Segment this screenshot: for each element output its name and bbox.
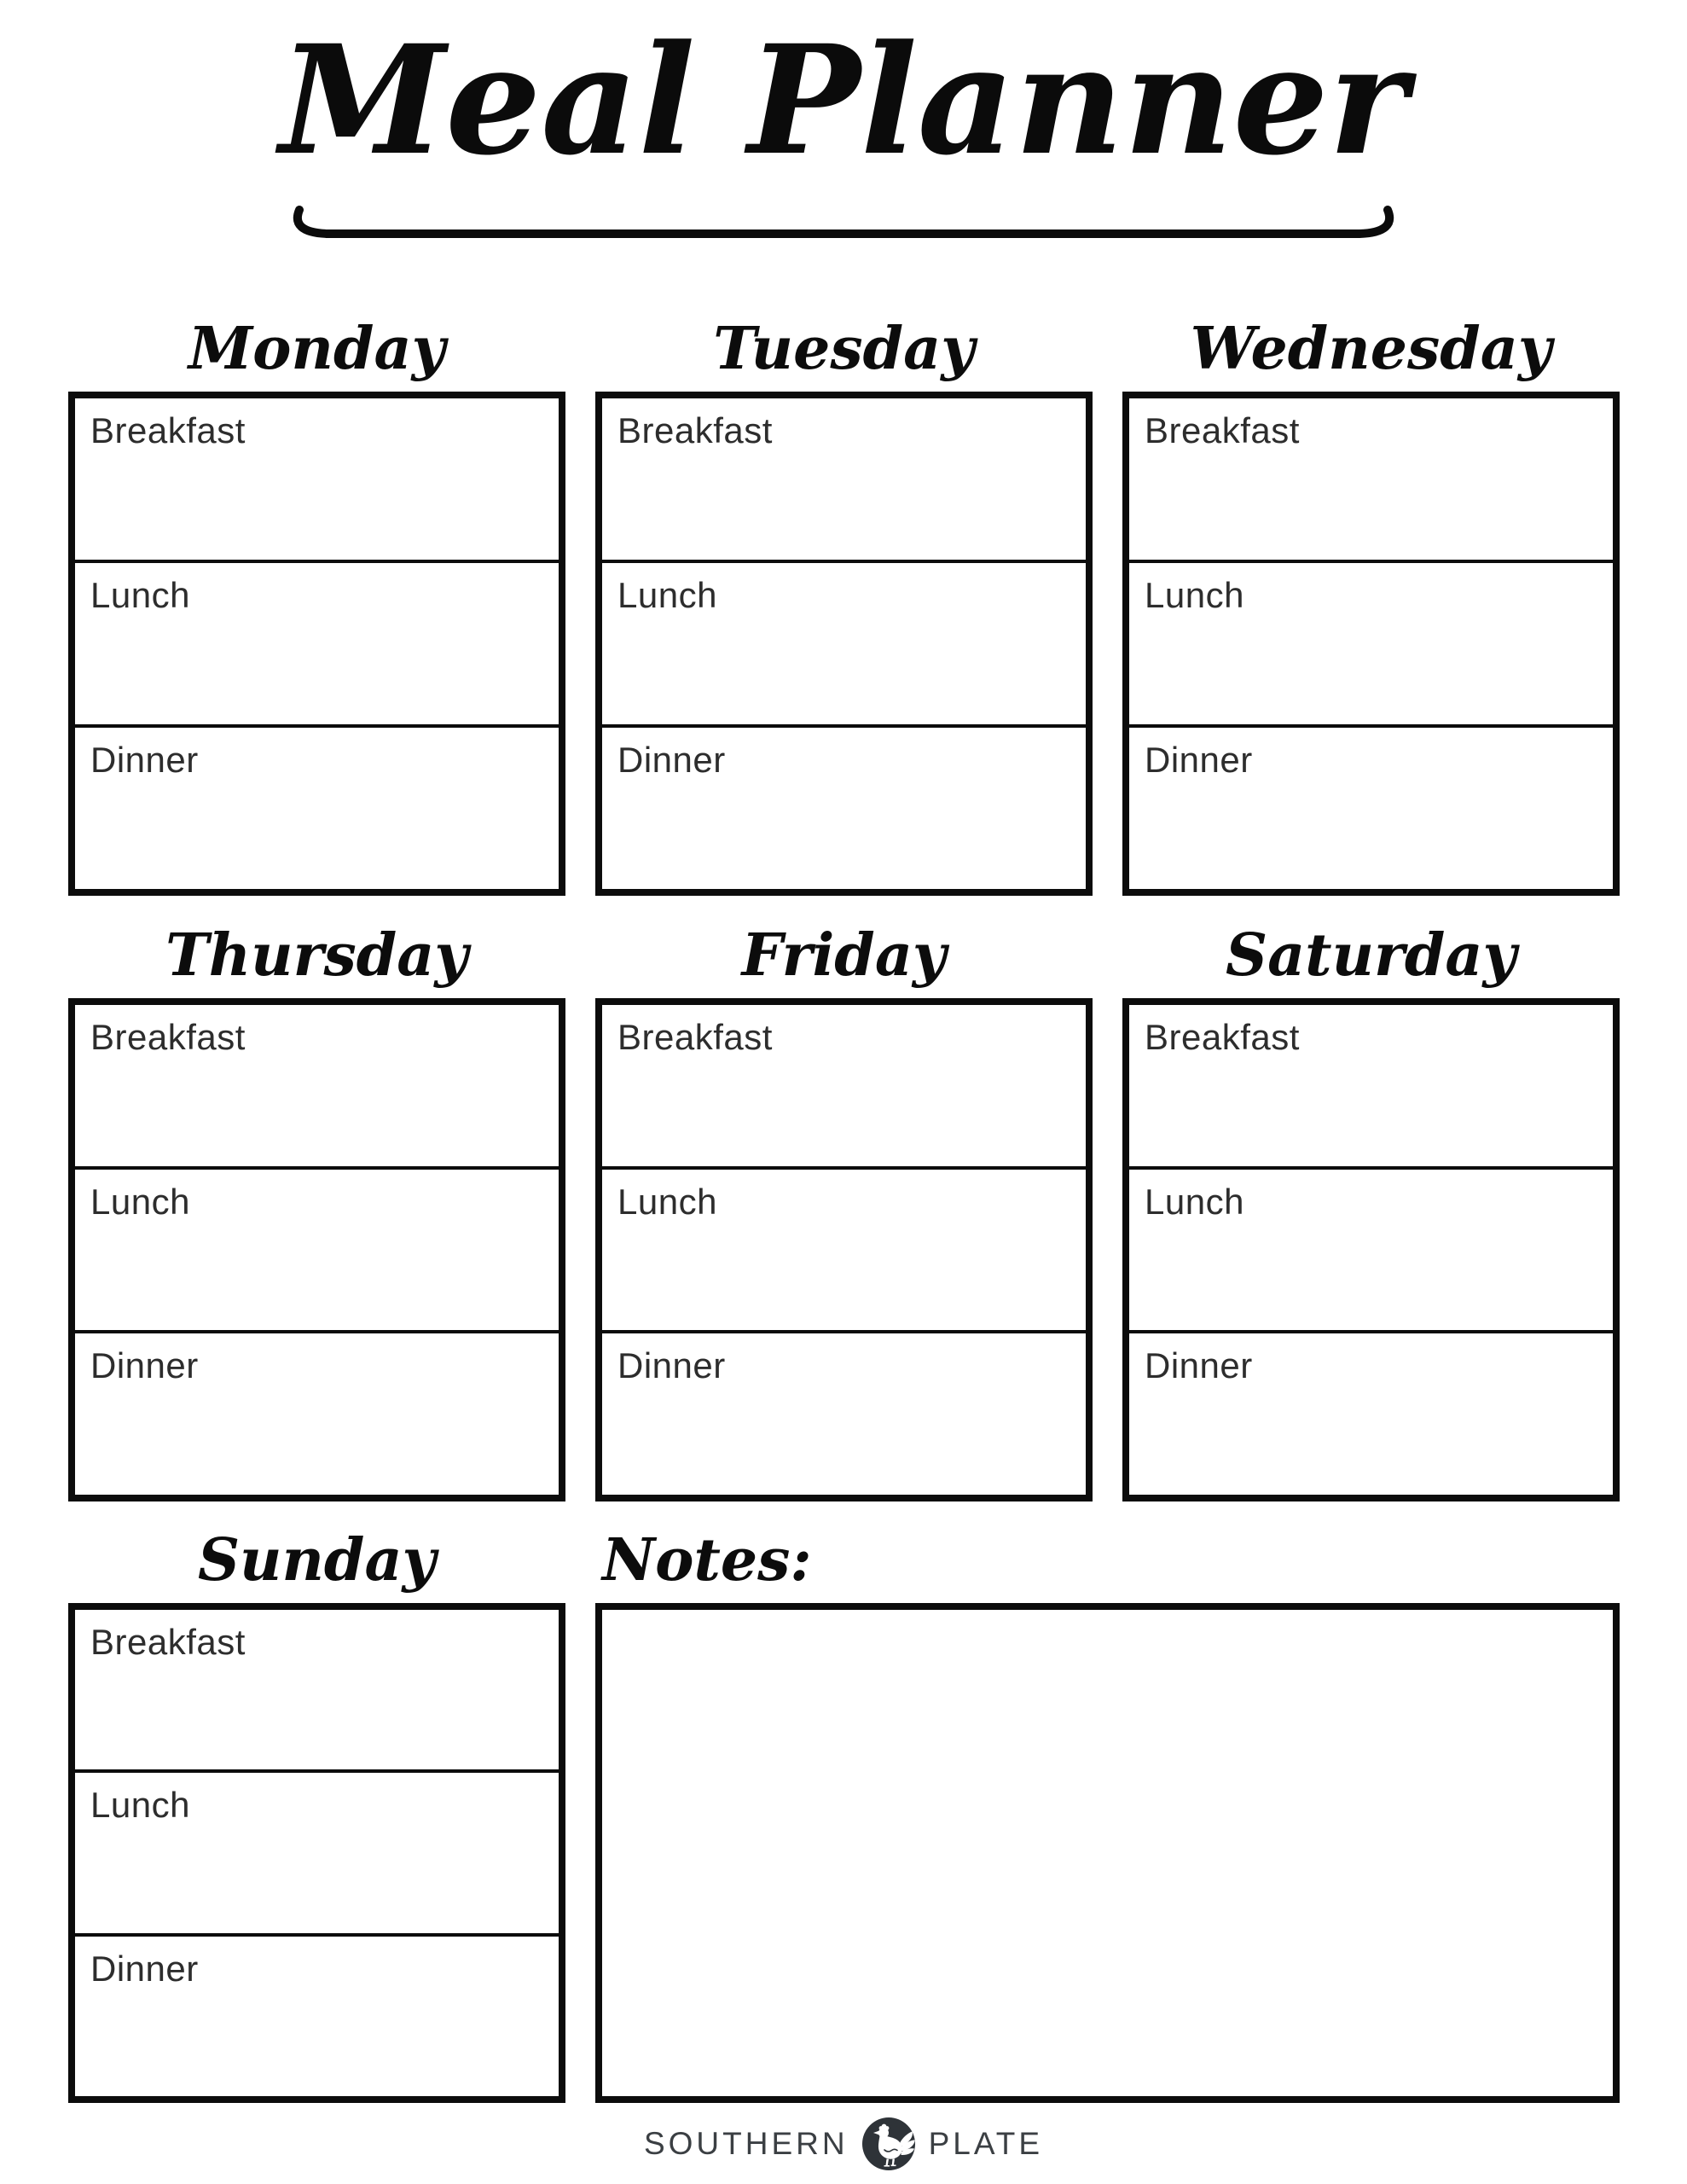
day-column-sunday [68,1502,565,2103]
title-underline-swoosh [289,203,1398,246]
day-header-thursday: Thursday [165,921,468,990]
brand-text-southern: SOUTHERN [643,2125,849,2161]
meal-slot-monday-breakfast[interactable] [75,398,559,560]
notes-header: Notes: [602,1526,812,1594]
day-card-wednesday [1122,392,1620,896]
meal-slot-sunday-breakfast[interactable] [75,1610,559,1769]
title-section [0,0,1687,264]
meal-label-dinner: Dinner [90,1345,199,1386]
meal-label-lunch: Lunch [1145,1181,1244,1222]
meal-slot-sunday-lunch[interactable] [75,1769,559,1932]
meal-label-lunch: Lunch [90,1181,190,1222]
day-card-tuesday [595,392,1093,896]
notes-area[interactable] [595,1603,1620,2103]
day-header-saturday: Saturday [1226,921,1516,990]
brand-text-plate: PLATE [928,2125,1044,2161]
week-row-2 [0,896,1687,1502]
meal-label-breakfast: Breakfast [1145,410,1300,450]
meal-label-dinner: Dinner [90,740,199,780]
meal-slot-wednesday-lunch[interactable] [1129,560,1613,724]
meal-label-dinner: Dinner [617,1345,726,1386]
meal-slot-monday-dinner[interactable] [75,724,559,889]
day-column-friday [595,896,1093,1502]
meal-label-lunch: Lunch [617,1181,717,1222]
day-header-friday: Friday [741,921,947,990]
meal-label-lunch: Lunch [90,1785,190,1826]
meal-slot-friday-dinner[interactable] [602,1330,1086,1495]
meal-slot-saturday-dinner[interactable] [1129,1330,1613,1495]
meal-slot-wednesday-breakfast[interactable] [1129,398,1613,560]
notes-column [595,1502,1620,2103]
meal-slot-saturday-breakfast[interactable] [1129,1005,1613,1166]
meal-label-breakfast: Breakfast [90,1622,246,1662]
meal-slot-sunday-dinner[interactable] [75,1933,559,2096]
day-column-monday [68,264,565,896]
meal-label-breakfast: Breakfast [90,410,246,450]
day-card-thursday [68,998,565,1502]
day-card-monday [68,392,565,896]
day-column-wednesday [1122,264,1620,896]
meal-slot-tuesday-dinner[interactable] [602,724,1086,889]
meal-slot-saturday-lunch[interactable] [1129,1166,1613,1331]
meal-slot-thursday-breakfast[interactable] [75,1005,559,1166]
meal-slot-monday-lunch[interactable] [75,560,559,724]
meal-label-lunch: Lunch [90,575,190,615]
page-title: Meal Planner [279,12,1408,189]
day-card-sunday [68,1603,565,2103]
meal-label-dinner: Dinner [617,740,726,780]
day-header-tuesday: Tuesday [713,315,975,383]
meal-label-dinner: Dinner [1145,1345,1253,1386]
day-column-thursday [68,896,565,1502]
week-row-1 [0,264,1687,896]
day-column-saturday [1122,896,1620,1502]
meal-slot-friday-breakfast[interactable] [602,1005,1086,1166]
bottom-row [0,1502,1687,2103]
meal-slot-tuesday-breakfast[interactable] [602,398,1086,560]
meal-label-breakfast: Breakfast [90,1017,246,1057]
meal-label-breakfast: Breakfast [617,410,773,450]
rooster-icon [861,2117,916,2171]
meal-slot-thursday-dinner[interactable] [75,1330,559,1495]
meal-label-lunch: Lunch [1145,575,1244,615]
meal-label-lunch: Lunch [617,575,717,615]
brand-footer [0,2103,1687,2184]
meal-slot-tuesday-lunch[interactable] [602,560,1086,724]
meal-slot-friday-lunch[interactable] [602,1166,1086,1331]
meal-slot-wednesday-dinner[interactable] [1129,724,1613,889]
day-header-sunday: Sunday [197,1526,437,1594]
meal-label-breakfast: Breakfast [1145,1017,1300,1057]
day-header-wednesday: Wednesday [1190,315,1552,383]
day-card-friday [595,998,1093,1502]
day-card-saturday [1122,998,1620,1502]
meal-label-dinner: Dinner [1145,740,1253,780]
meal-label-breakfast: Breakfast [617,1017,773,1057]
day-header-monday: Monday [188,315,446,383]
meal-slot-thursday-lunch[interactable] [75,1166,559,1331]
day-column-tuesday [595,264,1093,896]
meal-label-dinner: Dinner [90,1948,199,1989]
